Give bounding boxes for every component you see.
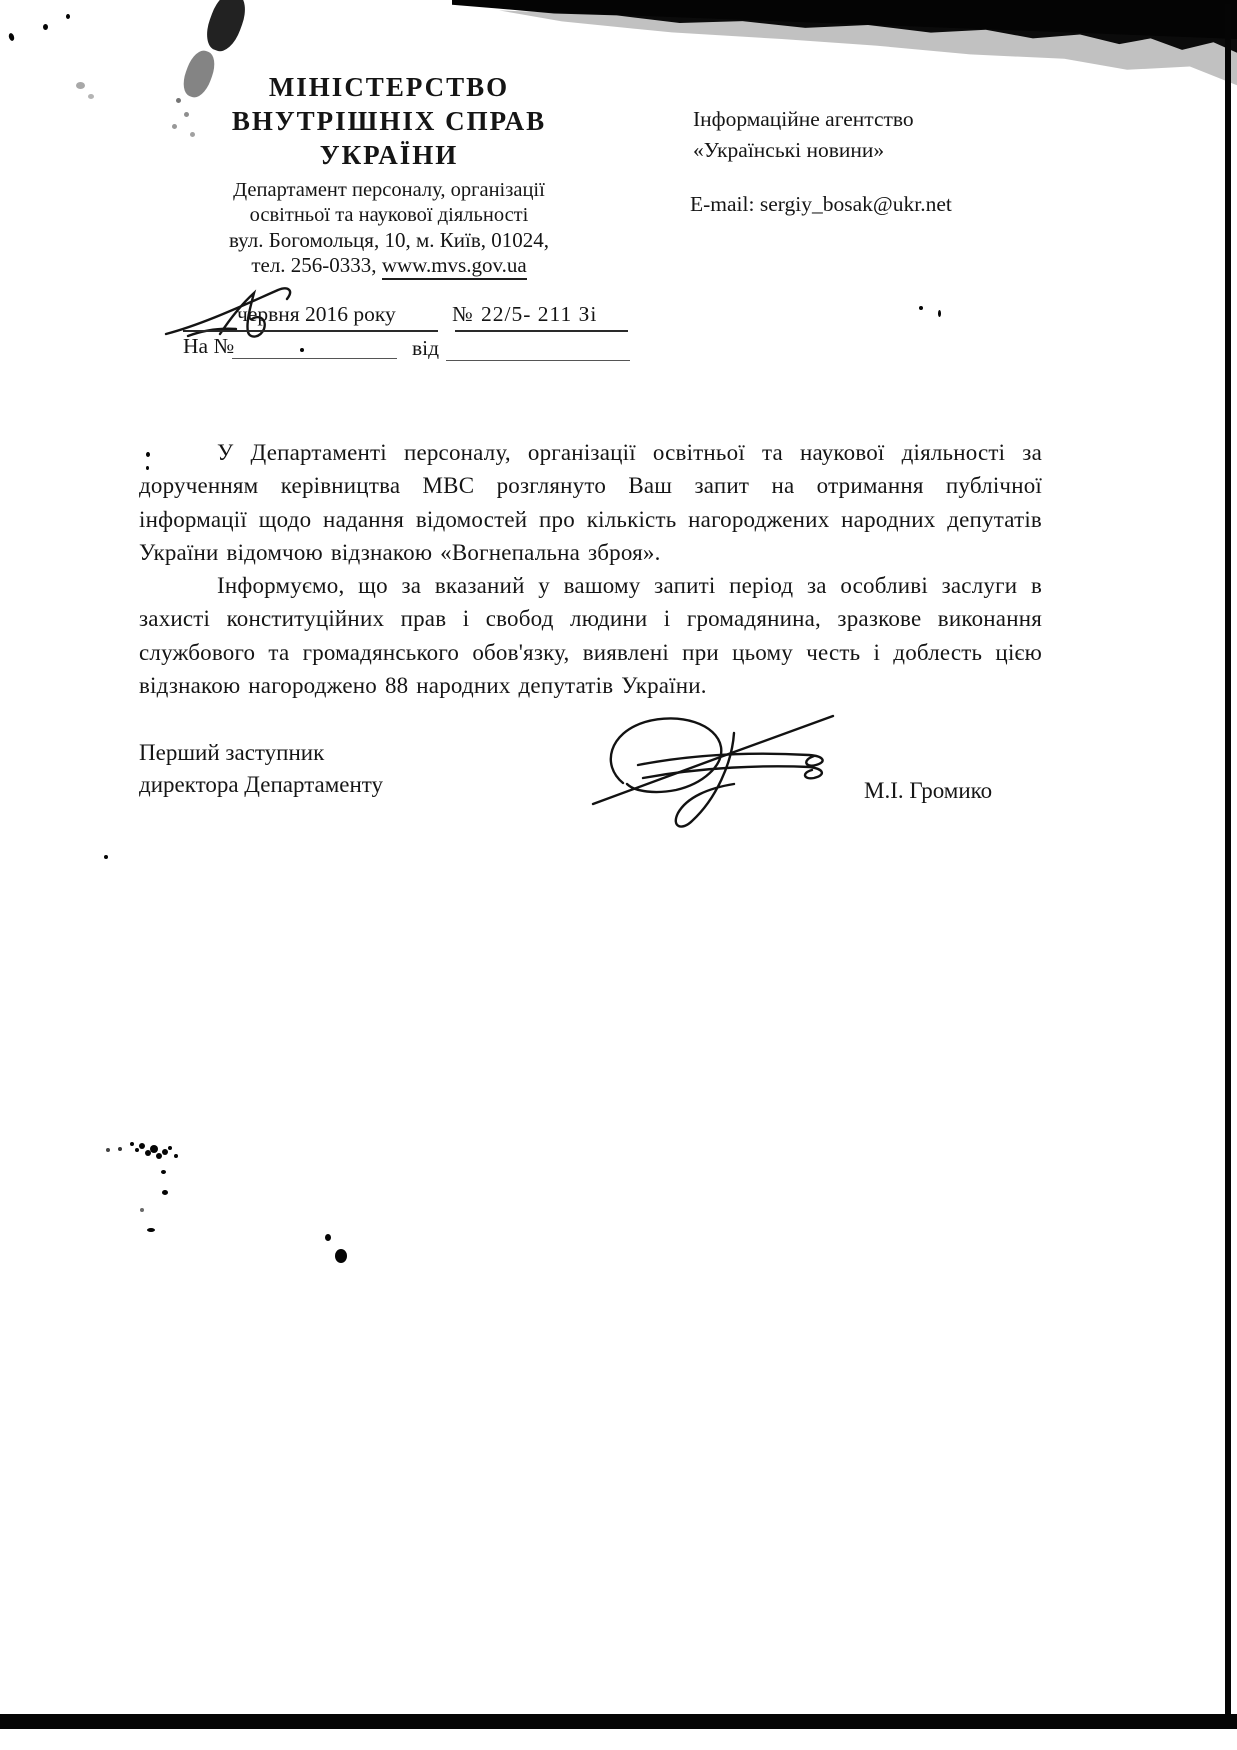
signer-name: М.І. Громико [864,778,993,803]
scan-artifact-streak [201,0,252,56]
date-underline [183,330,438,332]
ministry-title-line1: МІНІСТЕРСТВО [268,72,510,102]
scan-artifact-speck [88,94,94,99]
date-text: червня 2016 року [237,302,396,326]
address-line: вул. Богомольця, 10, м. Київ, 01024, [228,228,549,252]
letterhead [150,70,628,278]
signer-title-line1: Перший заступник [139,740,325,765]
scan-artifact-speck [104,855,108,859]
doc-number-label: № [452,302,473,326]
scan-artifact-speck [938,310,941,317]
scan-artifact-speck [919,306,923,310]
scan-artifact-speck [325,1234,331,1241]
handwritten-signature [583,703,843,838]
phone-number: тел. 256-0333, [251,253,382,277]
signer-title [139,737,383,801]
doc-number: 22/5- 211 Зі [481,302,598,326]
scan-artifact-right-edge-line [1225,4,1231,1716]
recipient-block [693,104,1033,166]
scan-artifact-speck-cluster [130,1142,134,1146]
website-url: www.mvs.gov.ua [382,253,527,280]
reply-date-blank [446,360,630,361]
recipient-line2: «Українські новини» [693,138,885,162]
letter-body [139,436,1042,702]
department-line1: Департамент персоналу, організації [233,179,545,201]
scan-artifact-speck [162,1190,168,1195]
reply-to-label: На № [183,334,234,358]
scan-artifact-ink-dot [335,1249,347,1263]
scan-artifact-speck [76,82,85,89]
recipient-line1: Інформаційне агентство [693,107,914,131]
signer-title-line2: директора Департаменту [139,772,384,797]
scan-artifact-speck [43,24,48,30]
scan-artifact-speck [8,32,15,41]
body-paragraph-1: У Департаменті персоналу, організації освітньої та наукової діяльності за дорученням керівництва МВС розглянуто Ваш запит на отримання публічної інформації щодо надання відомостей про кількість нагороджених народних депутатів України відомчою відзнакою «Вогнепальна зброя». [139,440,1042,565]
email-line [690,192,1050,217]
reply-from-label: від [412,336,440,360]
ministry-title-line2: ВНУТРІШНІХ СПРАВ [231,106,547,136]
scan-artifact-speck [161,1170,166,1174]
scan-artifact-speck [147,1228,155,1232]
email-value: sergiy_bosak@ukr.net [759,192,952,216]
scan-artifact-speck [140,1208,144,1212]
phone-line [150,253,628,278]
doc-number-underline [455,330,628,332]
scan-artifact-bottom-bar [0,1714,1237,1729]
scan-artifact-speck [66,14,70,19]
email-label: E-mail: [690,192,760,216]
body-paragraph-2: Інформуємо, що за вказаний у вашому запиті період за особливі заслуги в захисті конституційних прав і свобод людини і громадянина, зразкове виконання службового та громадянського обов'язку, виявлені при цьому честь і доблесть цією відзнакою нагороджено 88 народних депутатів України. [139,573,1042,699]
reply-number-blank [232,358,397,359]
ministry-title-line3: УКРАЇНИ [319,140,459,170]
department-line2: освітньої та наукової діяльності [249,204,529,226]
scan-artifact-speck [300,348,304,352]
